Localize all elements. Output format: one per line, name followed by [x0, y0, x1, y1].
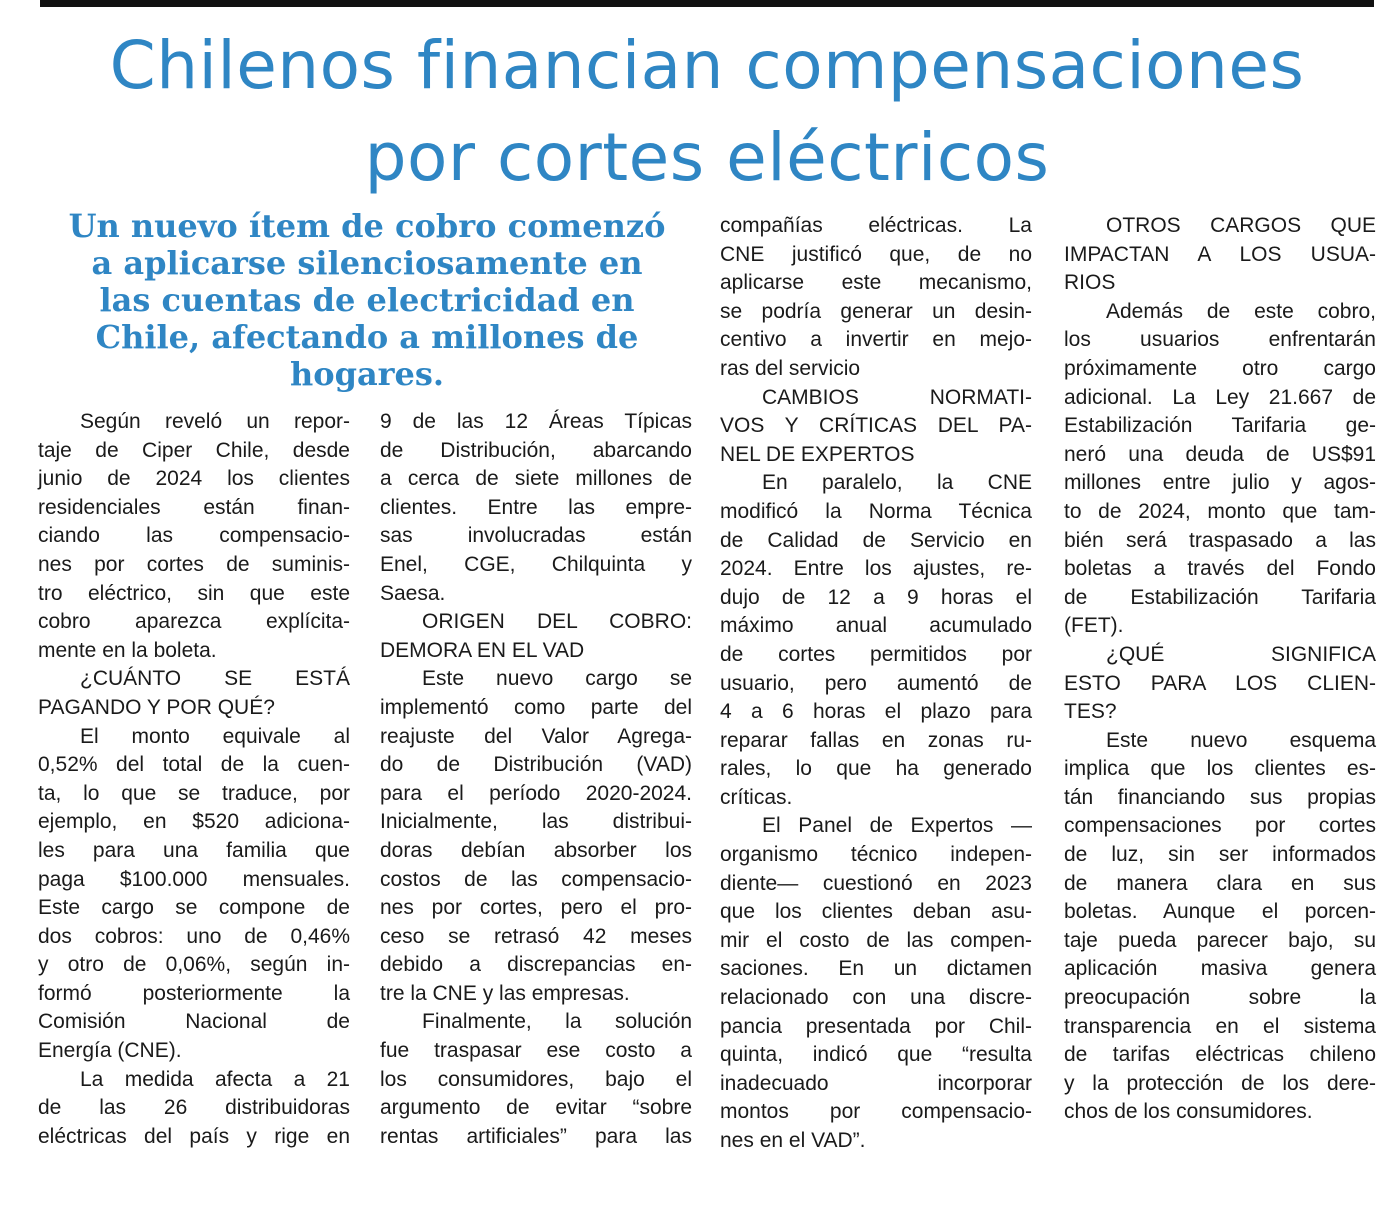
text-line: a cerca de siete millones de	[380, 467, 692, 491]
text-line: dujo de 12 a 9 horas el	[720, 585, 1032, 609]
text-line: VOS Y CRÍTICAS DEL PA-	[720, 414, 1032, 438]
text-line: transparencia en el sistema	[1064, 1014, 1376, 1038]
text-line: costos de las compensacio-	[380, 867, 692, 891]
text-line: nes por cortes, pero el pro-	[380, 896, 692, 920]
text-line: 4 a 6 horas el plazo para	[720, 700, 1032, 724]
text-line: Saesa.	[380, 581, 446, 605]
text-line: El monto equivale al	[80, 724, 350, 748]
text-line: ta, lo que se traduce, por	[38, 781, 350, 805]
text-line: neró una deuda de US$91	[1064, 442, 1376, 466]
text-line: mir el costo de las compen-	[720, 928, 1032, 952]
text-line: Enel, CGE, Chilquinta y	[380, 552, 692, 576]
text-line: tre la CNE y las empresas.	[380, 981, 630, 1005]
text-line: ras del servicio	[720, 356, 861, 380]
article-column-4	[1064, 212, 1376, 1127]
text-line: chos de los consumidores.	[1064, 1100, 1313, 1124]
text-line: to de 2024, monto que tam-	[1064, 499, 1376, 523]
text-line: rales, lo que ha generado	[720, 757, 1032, 781]
text-line: Según reveló un repor-	[80, 410, 350, 433]
text-line: DEMORA EN EL VAD	[380, 638, 585, 662]
text-line: aplicarse este mecanismo,	[720, 271, 1032, 295]
text-line: doras debían absorber los	[380, 838, 692, 862]
text-line: aplicación masiva genera	[1064, 957, 1376, 981]
text-line: saciones. En un dictamen	[720, 957, 1032, 981]
text-line: de Calidad de Servicio en	[720, 528, 1032, 552]
text-line: boletas a través del Fondo	[1064, 557, 1376, 581]
text-line: nes en el VAD”.	[720, 1129, 866, 1152]
text-line: Finalmente, la solución	[422, 1010, 692, 1034]
text-line: taje de Ciper Chile, desde	[38, 438, 350, 462]
text-line: do de Distribución (VAD)	[380, 753, 692, 777]
text-line: tro eléctrico, sin que este	[38, 581, 350, 605]
deck-line: hogares.	[289, 355, 445, 393]
text-line: preocupación sobre la	[1064, 986, 1376, 1010]
text-line: 2024. Entre los ajustes, re-	[720, 557, 1032, 581]
text-line: pancia presentada por Chil-	[720, 1014, 1032, 1038]
text-line: (FET).	[1064, 614, 1124, 638]
text-line: ESTO PARA LOS CLIEN-	[1064, 671, 1376, 695]
text-line: ciando las compensacio-	[38, 524, 350, 548]
text-line: Este nuevo esquema	[1106, 728, 1376, 752]
text-line: próximamente otro cargo	[1064, 356, 1376, 380]
text-line: taje pueda parecer bajo, su	[1064, 928, 1376, 952]
text-line: La medida afecta a 21	[80, 1067, 350, 1091]
text-line: de luz, sin ser informados	[1064, 843, 1376, 867]
text-line: montos por compensacio-	[720, 1100, 1032, 1124]
text-line: de cortes permitidos por	[720, 642, 1032, 666]
text-line: TES?	[1064, 700, 1117, 724]
article-column-3	[720, 212, 1032, 1156]
text-line: Además de este cobro,	[1106, 299, 1376, 323]
text-line: los usuarios enfrentarán	[1064, 328, 1376, 352]
text-line: eléctricas del país y rige en	[38, 1124, 350, 1148]
text-line: de Distribución, abarcando	[380, 438, 692, 462]
text-line: para el período 2020-2024.	[380, 781, 692, 805]
text-line: Inicialmente, las distribui-	[380, 810, 692, 834]
text-line: de tarifas eléctricas chileno	[1064, 1043, 1376, 1067]
text-line: residenciales están finan-	[38, 495, 350, 519]
text-line: se podría generar un desin-	[720, 299, 1032, 323]
text-line: El Panel de Expertos —	[762, 814, 1032, 838]
text-line: los consumidores, bajo el	[380, 1067, 692, 1091]
deck-subheadline	[36, 208, 698, 393]
text-line: quinta, indicó que “resulta	[720, 1043, 1032, 1067]
text-line: reajuste del Valor Agrega-	[380, 724, 692, 748]
text-line: de Estabilización Tarifaria	[1064, 585, 1376, 609]
text-line: Energía (CNE).	[38, 1039, 182, 1063]
text-line: junio de 2024 los clientes	[38, 467, 350, 491]
deck-line: las cuentas de electricidad en	[99, 281, 635, 319]
text-line: Este cargo se compone de	[38, 896, 350, 920]
text-line: fue traspasar ese costo a	[380, 1039, 692, 1063]
text-line: rentas artificiales” para las	[380, 1124, 692, 1148]
text-line: ceso se retrasó 42 meses	[380, 924, 692, 948]
text-line: organismo técnico indepen-	[720, 843, 1032, 867]
text-line: millones entre julio y agos-	[1064, 471, 1376, 495]
headline-line: Chilenos financian compensaciones	[109, 27, 1305, 104]
article-column-2	[380, 408, 692, 1151]
text-line: Estabilización Tarifaria ge-	[1064, 414, 1376, 438]
text-line: RIOS	[1064, 271, 1116, 295]
text-line: diente— cuestionó en 2023	[720, 871, 1032, 895]
text-line: críticas.	[720, 785, 793, 809]
text-line: cobro aparezca explícita-	[38, 610, 350, 634]
text-line: modificó la Norma Técnica	[720, 499, 1032, 523]
text-line: usuario, pero aumentó de	[720, 671, 1032, 695]
article-column-1	[38, 408, 350, 1151]
text-line: implica que los clientes es-	[1064, 757, 1376, 781]
top-rule	[40, 0, 1374, 7]
text-line: CAMBIOS NORMATI-	[762, 385, 1032, 409]
headline	[30, 20, 1384, 204]
text-line: En paralelo, la CNE	[762, 471, 1032, 495]
text-line: ¿QUÉ SIGNIFICA	[1106, 642, 1376, 666]
text-line: máximo anual acumulado	[720, 614, 1032, 638]
text-line: adicional. La Ley 21.667 de	[1064, 385, 1376, 409]
text-line: les para una familia que	[38, 838, 350, 862]
text-line: sas involucradas están	[380, 524, 692, 548]
text-line: PAGANDO Y POR QUÉ?	[38, 695, 275, 719]
text-line: paga $100.000 mensuales.	[38, 867, 350, 891]
text-line: compañías eléctricas. La	[720, 214, 1032, 237]
text-line: 0,52% del total de la cuen-	[38, 753, 350, 777]
text-line: reparar fallas en zonas ru-	[720, 728, 1032, 752]
text-line: centivo a invertir en mejo-	[720, 328, 1032, 352]
text-line: tán financiando sus propias	[1064, 785, 1376, 809]
text-line: de las 26 distribuidoras	[38, 1096, 350, 1120]
deck-line: Chile, afectando a millones de	[95, 318, 639, 356]
text-line: nes por cortes de suminis-	[38, 552, 350, 576]
text-line: boletas. Aunque el porcen-	[1064, 900, 1376, 924]
text-line: inadecuado incorporar	[720, 1071, 1032, 1095]
text-line: mente en la boleta.	[38, 638, 217, 662]
text-line: relacionado con una discre-	[720, 986, 1032, 1010]
text-line: y otro de 0,06%, según in-	[38, 953, 350, 977]
text-line: IMPACTAN A LOS USUA-	[1064, 242, 1376, 266]
text-line: formó posteriormente la	[38, 981, 350, 1005]
text-line: Comisión Nacional de	[38, 1010, 350, 1034]
text-line: clientes. Entre las empre-	[380, 495, 692, 519]
text-line: ¿CUÁNTO SE ESTÁ	[80, 667, 350, 691]
text-line: 9 de las 12 Áreas Típicas	[380, 410, 692, 433]
text-line: ORIGEN DEL COBRO:	[422, 610, 692, 634]
deck-line: a aplicarse silenciosamente en	[91, 244, 643, 282]
text-line: NEL DE EXPERTOS	[720, 442, 915, 466]
text-line: de manera clara en sus	[1064, 871, 1376, 895]
text-line: implementó como parte del	[380, 695, 692, 719]
text-line: Este nuevo cargo se	[422, 667, 692, 691]
text-line: debido a discrepancias en-	[380, 953, 692, 977]
text-line: y la protección de los dere-	[1064, 1071, 1376, 1095]
headline-line: por cortes eléctricos	[364, 119, 1050, 196]
deck-line: Un nuevo ítem de cobro comenzó	[68, 207, 666, 245]
text-line: bién será traspasado a las	[1064, 528, 1376, 552]
text-line: dos cobros: uno de 0,46%	[38, 924, 350, 948]
text-line: OTROS CARGOS QUE	[1106, 214, 1376, 237]
text-line: compensaciones por cortes	[1064, 814, 1376, 838]
text-line: ejemplo, en $520 adiciona-	[38, 810, 350, 834]
text-line: CNE justificó que, de no	[720, 242, 1032, 266]
text-line: que los clientes deban asu-	[720, 900, 1032, 924]
text-line: argumento de evitar “sobre	[380, 1096, 692, 1120]
